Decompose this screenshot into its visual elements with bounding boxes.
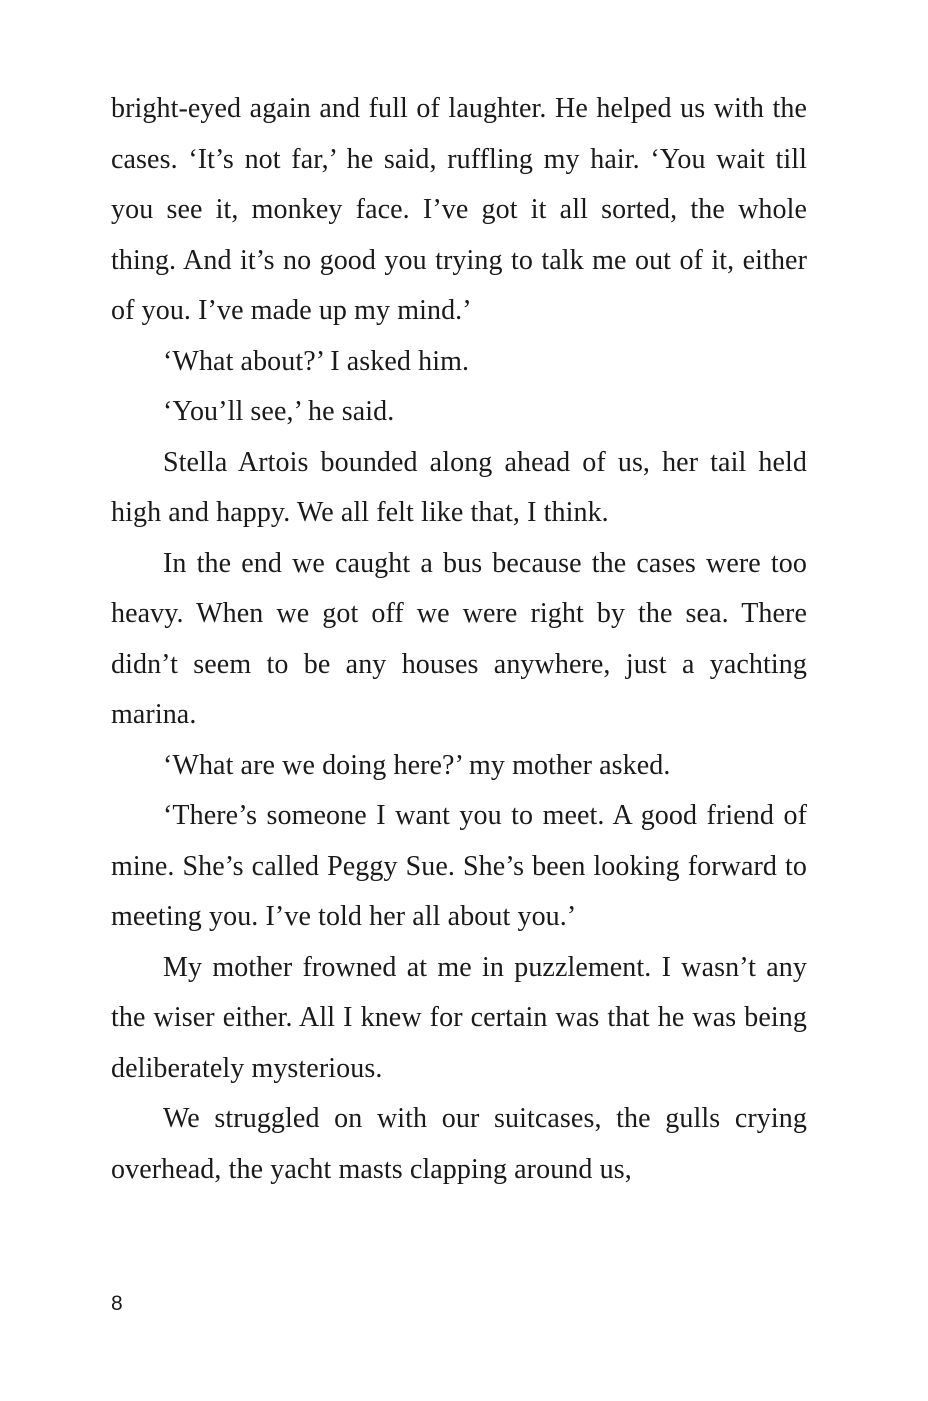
- paragraph: Stella Artois bounded along ahead of us, her tail held high and happy. We all felt like that, I think.: [111, 446, 807, 528]
- page-number: 8: [111, 1292, 123, 1315]
- paragraph: ‘What are we doing here?’ my mother asked.: [163, 749, 671, 781]
- paragraph: My mother frowned at me in puzzlement. I wasn’t any the wiser either. All I knew for certain was that he was being deliberately mysterious.: [111, 951, 807, 1084]
- paragraph-continues: We struggled on with our suitcases, the gulls crying overhead, the yacht masts clapping around us,: [111, 1103, 807, 1185]
- paragraph: ‘What about?’ I asked him.: [163, 345, 470, 377]
- body-text: [111, 84, 807, 1195]
- paragraph: ‘You’ll see,’ he said.: [163, 396, 395, 427]
- paragraph-continued: bright-eyed again and full of laughter. He helped us with the cases. ‘It’s not far,’ he said, ruffling my hair. ‘You wait till you see it, monkey face. I’ve got it all sorted, the whole thing. And it’s no good you trying to talk me out of it, either of you. I’ve made up my mind.’: [111, 93, 807, 326]
- paragraph: In the end we caught a bus because the cases were too heavy. When we got off we were right by the sea. There didn’t seem to be any houses anywhere, just a yachting marina.: [111, 547, 807, 730]
- paragraph: ‘There’s someone I want you to meet. A good friend of mine. She’s called Peggy Sue. She’s been looking forward to meeting you. I’ve told her all about you.’: [111, 800, 807, 932]
